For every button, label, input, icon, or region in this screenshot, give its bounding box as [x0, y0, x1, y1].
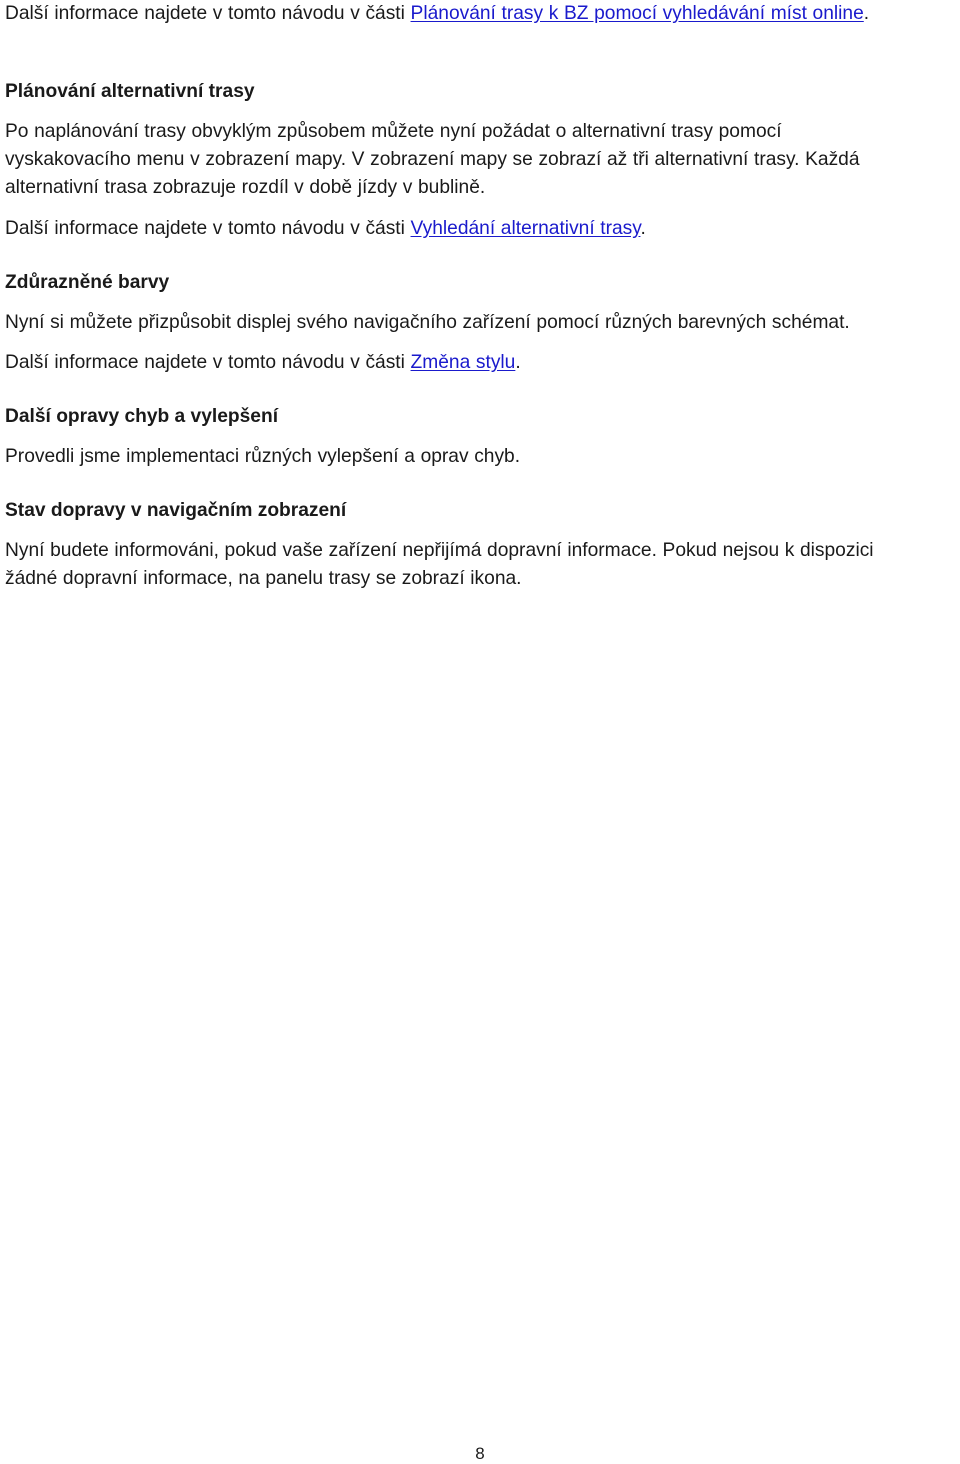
section-traffic-status — [5, 497, 960, 525]
bug-fixes-paragraph: Provedli jsme implementaci různých vylepšení a oprav chyb. — [5, 446, 521, 467]
highlighted-colors-more-paragraph — [5, 349, 960, 377]
intro-paragraph — [5, 0, 960, 28]
section-highlighted-colors-body — [5, 309, 960, 337]
heading-bug-fixes: Další opravy chyb a vylepšení — [5, 406, 279, 427]
section-traffic-status-body — [5, 537, 895, 593]
section-highlighted-colors — [5, 269, 960, 297]
alternative-routes-more-paragraph — [5, 215, 960, 243]
intro-suffix: . — [863, 3, 870, 24]
heading-traffic-status: Stav dopravy v navigačním zobrazení — [5, 500, 347, 521]
section-highlighted-colors-more — [5, 349, 960, 377]
section-intro — [5, 0, 960, 28]
link-route-planning-online[interactable]: Plánování trasy k BZ pomocí vyhledávání míst online — [410, 3, 864, 24]
section-bug-fixes — [5, 403, 960, 431]
highlighted-colors-paragraph: Nyní si můžete přizpůsobit displej svého navigačního zařízení pomocí různých barevných schémat. — [5, 312, 850, 333]
link-change-style[interactable]: Změna stylu — [410, 352, 516, 373]
section-alternative-routes — [5, 78, 960, 106]
traffic-status-paragraph: Nyní budete informováni, pokud vaše zařízení nepřijímá dopravní informace. Pokud nejsou k dispozici žádné dopravní informace, na panelu trasy se zobrazí ikona. — [5, 540, 874, 589]
alternative-routes-more-text: Další informace najdete v tomto návodu v části — [5, 218, 411, 239]
link-find-alternative-route[interactable]: Vyhledání alternativní trasy — [410, 218, 641, 239]
heading-highlighted-colors: Zdůrazněné barvy — [5, 272, 170, 293]
alternative-routes-more-suffix: . — [640, 218, 646, 239]
section-alternative-routes-body — [5, 118, 895, 202]
section-bug-fixes-body — [5, 443, 960, 471]
alternative-routes-paragraph: Po naplánování trasy obvyklým způsobem můžete nyní požádat o alternativní trasy pomocí vyskakovacího menu v zobrazení mapy. V zobrazení mapy se zobrazí až tři alternativní trasy. Každá alternativní trasa zobrazuje rozdíl v době jízdy v bublině. — [5, 121, 860, 198]
page-number: 8 — [475, 1444, 485, 1463]
highlighted-colors-more-text: Další informace najdete v tomto návodu v části — [5, 352, 411, 373]
heading-alternative-routes: Plánování alternativní trasy — [5, 81, 255, 102]
highlighted-colors-more-suffix: . — [515, 352, 521, 373]
intro-text: Další informace najdete v tomto návodu v části — [5, 3, 411, 24]
section-alternative-routes-more — [5, 215, 960, 243]
